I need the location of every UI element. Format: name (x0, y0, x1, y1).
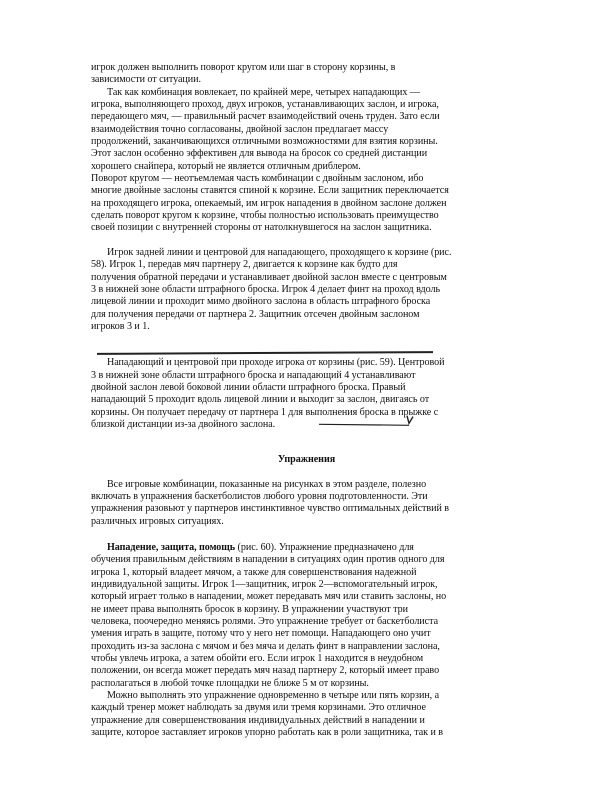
paragraph-6 (91, 479, 522, 528)
text-line: игрока 1, который владеет мячом, а также для совершенствования надежной (91, 566, 417, 578)
text-line: лицевой линии и проходит мимо двойного заслона в область штрафного броска (91, 296, 431, 308)
text-line: упражнение для совершенствования индивидуальных действий в нападении и (91, 714, 425, 726)
paragraph-1 (91, 62, 522, 87)
text-line: хорошего снайпера, который не является отличным дриблером. (91, 160, 361, 172)
text-line: обучения правильным действиям в нападении в ситуациях один против одного для (91, 554, 445, 566)
text-line: получения обратной передачи и устанавливает двойной заслон вместе с центровым (91, 271, 447, 283)
text-line (91, 542, 522, 554)
paragraph-4 (91, 247, 522, 333)
divider-line (97, 351, 433, 355)
text-line: включать в упражнения баскетболистов любого уровня подготовленности. Эти (91, 490, 428, 502)
paragraph-8 (91, 690, 522, 739)
document-page (91, 62, 522, 740)
text-line: Так как комбинация вовлекает, по крайней мере, четырех нападающих — (107, 86, 420, 98)
paragraph-2 (91, 87, 522, 173)
text-line: зависимости от ситуации. (91, 74, 201, 86)
text-line: Можно выполнять это упражнение одновременно в четыре или пять корзин, а (107, 690, 440, 702)
text-run: (рис. 60). Упражнение предназначено для (235, 542, 414, 553)
paragraph-3 (91, 173, 522, 235)
text-line: двойной заслон левой боковой линии области штрафного броска. Правый (91, 381, 406, 393)
text-line: человека, поочередно меняясь ролями. Это упражнение требует от баскетболиста (91, 616, 438, 628)
text-line: Поворот кругом — неотъемлемая часть комбинации с двойным заслоном, ибо (91, 173, 424, 185)
text-line: располагаться в любой точке площадки не ближе 5 м от корзины. (91, 677, 369, 689)
section-heading: Упражнения (277, 454, 336, 466)
text-line: нападающий 5 проходит вдоль лицевой линии и выходит за заслон, двигаясь от (91, 394, 430, 406)
text-line: на проходящего игрока, опекаемый, им игрок нападения в двойном заслоне должен (91, 197, 447, 209)
text-line: многие двойные заслоны ставятся спиной к корзине. Если защитник переключается (91, 185, 449, 197)
text-line: близкой дистанции из-за двойного заслона. (91, 418, 276, 430)
text-line: проходить из-за заслона с мячом и без мяча и делать финт в направлении заслона, (91, 640, 440, 652)
text-line: индивидуальной защиты. Игрок 1—защитник, игрок 2—вспомогательный игрок, (91, 579, 438, 591)
text-line: продолжений, заканчивающихся отличными возможностями для взятия корзины. (91, 136, 438, 148)
text-line: упражнения разовьют у партнеров инстинктивное чувство оптимальных действий в (91, 503, 449, 515)
figure-caption-box (91, 354, 522, 431)
text-line: своей позиции с внутренней стороны от натолкнувшегося на заслон защитника. (91, 222, 432, 234)
text-line: не имеет права выполнять бросок в корзину. В упражнении участвуют три (91, 603, 408, 615)
text-line: сделать поворот кругом к корзине, чтобы полностью использовать преимущество (91, 210, 439, 222)
text-line: 3 в нижней зоне области штрафного броска и нападающий 4 устанавливают (91, 369, 416, 381)
text-line: Игрок задней линии и центровой для нападающего, проходящего к корзине (рис. (107, 246, 452, 258)
paragraph-7 (91, 542, 522, 690)
text-line: каждый тренер может наблюдать за двумя или тремя корзинами. Это отличное (91, 702, 426, 714)
text-line: защите, которое заставляет игроков упорно работать как в роли защитника, так и в (91, 727, 444, 739)
paragraph-lead: Нападение, защита, помощь (107, 542, 236, 553)
text-line: который играет только в нападении, может передавать мяч или ставить заслоны, но (91, 591, 447, 603)
text-line: положении, он всегда может передать мяч назад партнеру 2, который имеет право (91, 665, 440, 677)
text-line: чтобы увлечь игрока, а затем обойти его. Если игрок 1 находится в неудобном (91, 653, 424, 665)
text-line: Все игровые комбинации, показанные на рисунках в этом разделе, полезно (107, 478, 427, 490)
text-line: для получения передачи от партнера 2. Защитник отсечен двойным заслоном (91, 308, 420, 320)
text-line: Нападающий и центровой при проходе игрока от корзины (рис. 59). Центровой (107, 357, 445, 369)
text-line: различных игровых ситуациях. (91, 515, 224, 527)
text-line: передающего мяч, — правильный расчет взаимодействий очень труден. Зато если (91, 111, 440, 123)
text-line: Этот заслон особенно эффективен для вывода на бросок со средней дистанции (91, 148, 428, 160)
text-line: взаимодействия точно согласованы, двойной заслон предлагает массу (91, 123, 389, 135)
text-line: умения играть в защите, потому что у него нет помощи. Нападающего оно учит (91, 628, 431, 640)
paragraph-5 (91, 357, 522, 431)
text-line: 58). Игрок 1, передав мяч партнеру 2, двигается к корзине как будто для (91, 259, 398, 271)
text-line: игрок должен выполнить поворот кругом или шаг в сторону корзины, в (91, 62, 396, 73)
text-line: корзины. Он получает передачу от партнера 1 для выполнения броска в прыжке с (91, 406, 439, 418)
text-line: игрока, выполняющего проход, двух игроков, устанавливающих заслон, и игрока, (91, 99, 439, 111)
text-line: игроков 3 и 1. (91, 320, 150, 332)
text-line: 3 в нижней зоне области штрафного броска. Игрок 4 делает финт на проход вдоль (91, 283, 441, 295)
